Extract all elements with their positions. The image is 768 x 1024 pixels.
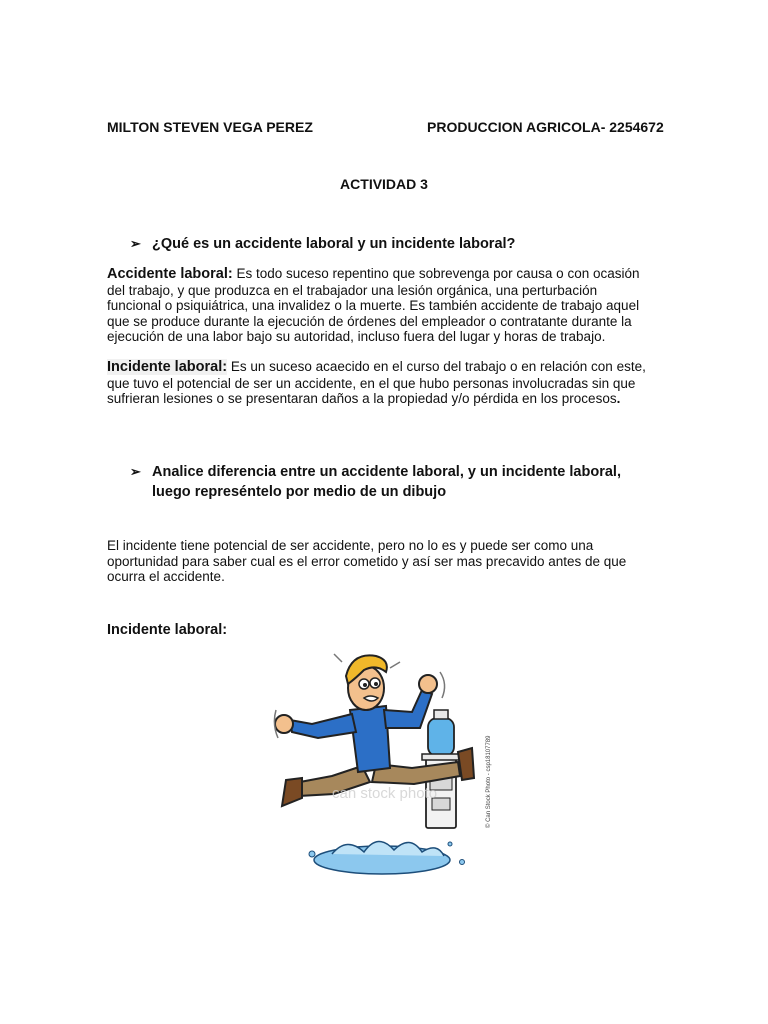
- program-code: PRODUCCION AGRICOLA- 2254672: [427, 119, 664, 135]
- author-name: MILTON STEVEN VEGA PEREZ: [107, 119, 313, 135]
- incidente-text: Es un suceso acaecido en el curso del trabajo o en relación con este, que tuvo el potencial de ser un accidente, en el que hubo personas involucradas sin que sufrieran lesiones o se presentaran daños a la propiedad y/o pérdida en los procesos: [107, 359, 646, 406]
- photo-credit: © Can Stock Photo - csp18107789: [486, 735, 492, 828]
- accidente-term: Accidente laboral:: [107, 266, 233, 282]
- answer-paragraph: El incidente tiene potencial de ser accidente, pero no lo es y puede ser como una oportunidad para saber cual es el error cometido y así ser mas precavido antes de que ocurra el accidente.: [107, 538, 627, 584]
- bullet-arrow-icon: ➢: [130, 464, 141, 479]
- question-1-text: ¿Qué es un accidente laboral y un incidente laboral?: [152, 236, 516, 252]
- man-head: [346, 655, 387, 710]
- incidente-period: .: [616, 391, 621, 406]
- incident-illustration: [272, 648, 502, 888]
- incidente-definition: [107, 359, 652, 407]
- accidente-text: Es todo suceso repentino que sobrevenga por causa o con ocasión del trabajo, y que produzca en el trabajador una lesión orgánica, una perturbación funcional o psiquiátrica, una invalidez o la muerte. Es también accidente de trabajo aquel que se produce durante la ejecución de órdenes del empleador o contratante durante la ejecución de una labor bajo su autoridad, incluso fuera del lugar y horas de trabajo.: [107, 266, 640, 344]
- incidente-term: Incidente laboral:: [107, 359, 228, 375]
- activity-title: ACTIVIDAD 3: [340, 176, 428, 192]
- document-header: [107, 119, 667, 135]
- water-puddle: [309, 841, 465, 874]
- question-2-text: Analice diferencia entre un accidente laboral, y un incidente laboral, luego represéntelo por medio de un dibujo: [152, 464, 621, 500]
- bullet-arrow-icon: ➢: [130, 236, 141, 251]
- image-section-label: Incidente laboral:: [107, 622, 228, 638]
- accidente-definition: [107, 266, 652, 345]
- watermark-text: can stock photo: [332, 785, 438, 802]
